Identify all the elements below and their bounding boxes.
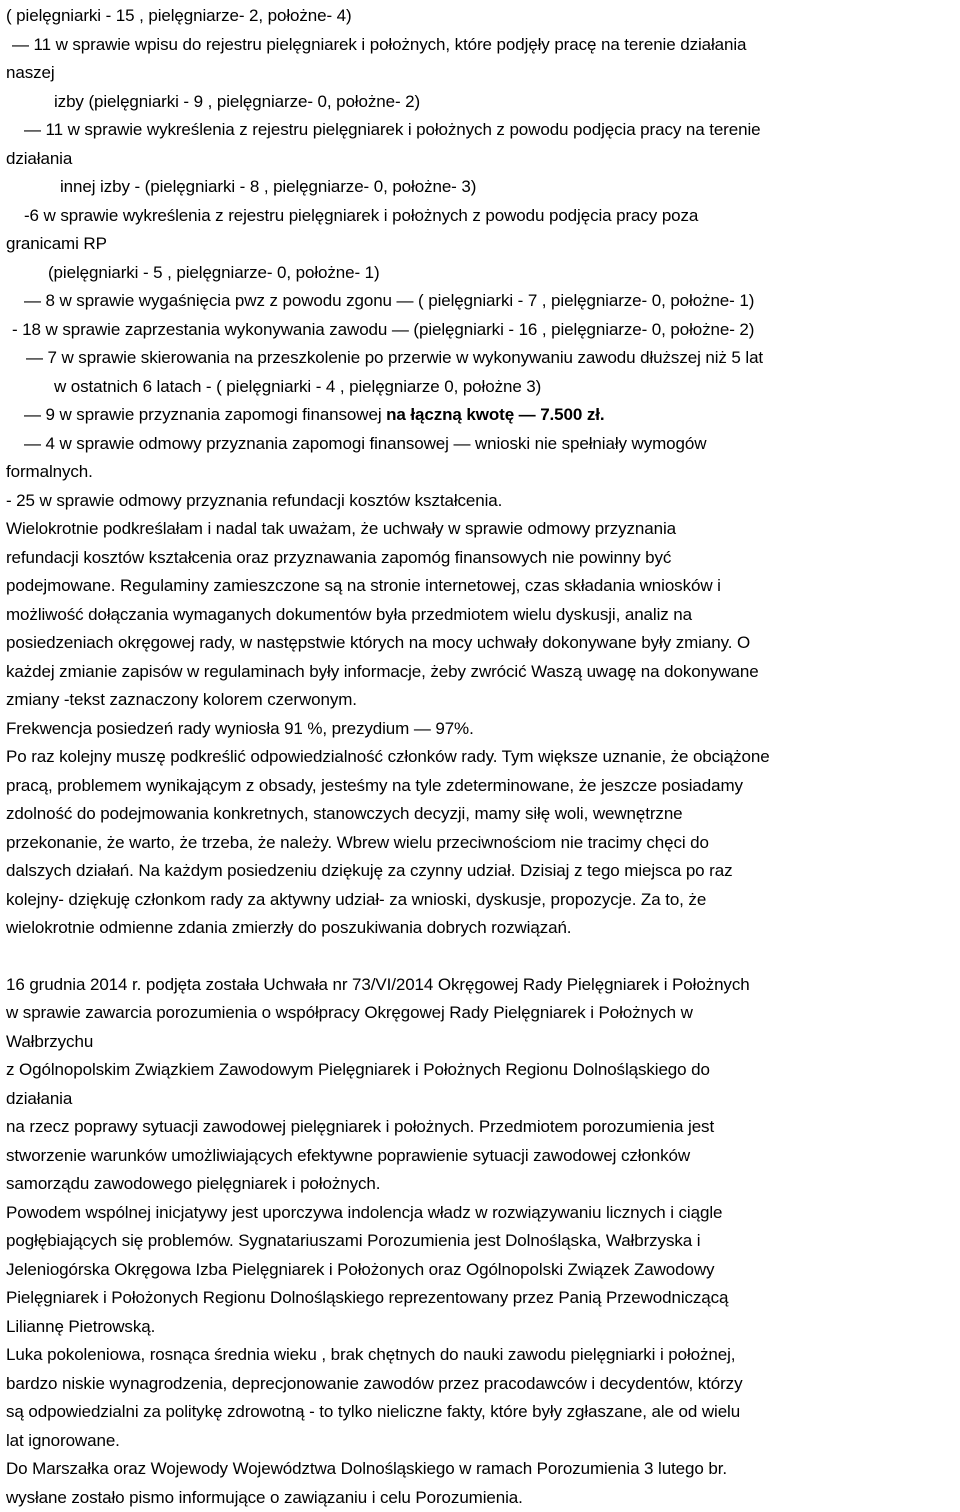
text-line: posiedzeniach okręgowej rady, w następstwie których na mocy uchwały dokonywane były zmiany. O <box>6 629 956 658</box>
text-line: wysłane zostało pismo informujące o zawiązaniu i celu Porozumienia. <box>6 1484 956 1512</box>
aid-line <box>6 401 956 430</box>
refusal-line-cont: formalnych. <box>6 458 956 487</box>
text-line: ( pielęgniarki - 15 , pielęgniarze- 2, położne- 4) <box>6 2 956 31</box>
text-line: izby (pielęgniarki - 9 , pielęgniarze- 0, położne- 2) <box>6 88 956 117</box>
text-line: Powodem wspólnej inicjatywy jest uporczywa indolencja władz w rozwiązywaniu licznych i ciągle <box>6 1199 956 1228</box>
text-line: Po raz kolejny muszę podkreślić odpowiedzialność członków rady. Tym większe uznanie, że obciążone <box>6 743 956 772</box>
text-line: (pielęgniarki - 5 , pielęgniarze- 0, położne- 1) <box>6 259 956 288</box>
text-line: z Ogólnopolskim Związkiem Zawodowym Pielęgniarek i Położnych Regionu Dolnośląskiego do <box>6 1056 956 1085</box>
text-line: Wielokrotnie podkreślałam i nadal tak uważam, że uchwały w sprawie odmowy przyznania <box>6 515 956 544</box>
text-line: — 8 w sprawie wygaśnięcia pwz z powodu zgonu — ( pielęgniarki - 7 , pielęgniarze- 0, położne- 1) <box>6 287 956 316</box>
text-line: — 7 w sprawie skierowania na przeszkolenie po przerwie w wykonywaniu zawodu dłuższej niż 5 lat <box>6 344 956 373</box>
text-line: -6 w sprawie wykreślenia z rejestru pielęgniarek i położnych z powodu podjęcia pracy poza <box>6 202 956 231</box>
text-line: zdolność do podejmowania konkretnych, stanowczych decyzji, mamy siłę woli, wewnętrzne <box>6 800 956 829</box>
text-line: pogłębiających się problemów. Sygnatariuszami Porozumienia jest Dolnośląska, Wałbrzyska i <box>6 1227 956 1256</box>
text-line: w ostatnich 6 latach - ( pielęgniarki - 4 , pielęgniarze 0, położne 3) <box>6 373 956 402</box>
text-line: — 11 w sprawie wykreślenia z rejestru pielęgniarek i położnych z powodu podjęcia pracy na terenie <box>6 116 956 145</box>
text-line: na rzecz poprawy sytuacji zawodowej pielęgniarek i położnych. Przedmiotem porozumienia jest <box>6 1113 956 1142</box>
text-line: przekonanie, że warto, że trzeba, że należy. Wbrew wielu przeciwnościom nie tracimy chęci do <box>6 829 956 858</box>
text-line: wielokrotnie odmienne zdania zmierzły do poszukiwania dobrych rozwiązań. <box>6 914 956 943</box>
text-line: każdej zmianie zapisów w regulaminach były informacje, żeby zwrócić Waszą uwagę na dokonywane <box>6 658 956 687</box>
text-line: pracą, problemem wynikającym z obsady, jesteśmy na tyle zdeterminowane, że jeszcze posiadamy <box>6 772 956 801</box>
text-line: dalszych działań. Na każdym posiedzeniu dziękuję za czynny udział. Dzisiaj z tego miejsca po raz <box>6 857 956 886</box>
text-line: lat ignorowane. <box>6 1427 956 1456</box>
text-line: naszej <box>6 59 956 88</box>
text-line: Liliannę Pietrowską. <box>6 1313 956 1342</box>
text-line: Pielęgniarek i Położonych Regionu Dolnośląskiego reprezentowany przez Panią Przewodniczącą <box>6 1284 956 1313</box>
paragraph-agreement <box>6 971 956 1512</box>
text-line: refundacji kosztów kształcenia oraz przyznawania zapomóg finansowych nie powinny być <box>6 544 956 573</box>
aid-line-amount: na łączną kwotę — 7.500 zł. <box>386 405 604 424</box>
text-line: - 18 w sprawie zaprzestania wykonywania zawodu — (pielęgniarki - 16 , pielęgniarze- 0, położne- 2) <box>6 316 956 345</box>
text-line: działania <box>6 145 956 174</box>
text-line: są odpowiedzialni za politykę zdrowotną - to tylko nieliczne fakty, które były zgłaszane, ale od wielu <box>6 1398 956 1427</box>
text-line: podejmowane. Regulaminy zamieszczone są na stronie internetowej, czas składania wniosków i <box>6 572 956 601</box>
text-line: — 11 w sprawie wpisu do rejestru pielęgniarek i położnych, które podjęły pracę na terenie działania <box>6 31 956 60</box>
text-line: Do Marszałka oraz Wojewody Województwa Dolnośląskiego w ramach Porozumienia 3 lutego br. <box>6 1455 956 1484</box>
text-line: zmiany -tekst zaznaczony kolorem czerwonym. <box>6 686 956 715</box>
attendance-line: Frekwencja posiedzeń rady wyniosła 91 %, prezydium — 97%. <box>6 715 956 744</box>
text-line: stworzenie warunków umożliwiających efektywne poprawienie sytuacji zawodowej członków <box>6 1142 956 1171</box>
paragraph-thanks <box>6 743 956 943</box>
aid-line-prefix: — 9 w sprawie przyznania zapomogi finansowej <box>24 405 386 424</box>
text-line: granicami RP <box>6 230 956 259</box>
text-line: działania <box>6 1085 956 1114</box>
text-line: możliwość dołączania wymaganych dokumentów była przedmiotem wielu dyskusji, analiz na <box>6 601 956 630</box>
text-line: w sprawie zawarcia porozumienia o współpracy Okręgowej Rady Pielęgniarek i Położnych w <box>6 999 956 1028</box>
paragraph-resolutions <box>6 515 956 715</box>
text-line: innej izby - (pielęgniarki - 8 , pielęgniarze- 0, położne- 3) <box>6 173 956 202</box>
text-line: kolejny- dziękuję członkom rady za aktywny udział- za wnioski, dyskusje, propozycje. Za to, że <box>6 886 956 915</box>
text-line: Wałbrzychu <box>6 1028 956 1057</box>
text-line: Luka pokoleniowa, rosnąca średnia wieku , brak chętnych do nauki zawodu pielęgniarki i położnej, <box>6 1341 956 1370</box>
text-line: Jeleniogórska Okręgowa Izba Pielęgniarek i Położonych oraz Ogólnopolski Związek Zawodowy <box>6 1256 956 1285</box>
text-line: bardzo niskie wynagrodzenia, deprecjonowanie zawodów przez pracodawców i decydentów, którzy <box>6 1370 956 1399</box>
statistics-list <box>6 2 956 515</box>
refund-line: - 25 w sprawie odmowy przyznania refundacji kosztów kształcenia. <box>6 487 956 516</box>
text-line: samorządu zawodowego pielęgniarek i położnych. <box>6 1170 956 1199</box>
blank-line <box>6 943 956 971</box>
text-line: 16 grudnia 2014 r. podjęta została Uchwała nr 73/VI/2014 Okręgowej Rady Pielęgniarek i Położnych <box>6 971 956 1000</box>
refusal-line: — 4 w sprawie odmowy przyznania zapomogi finansowej — wnioski nie spełniały wymogów <box>6 430 956 459</box>
